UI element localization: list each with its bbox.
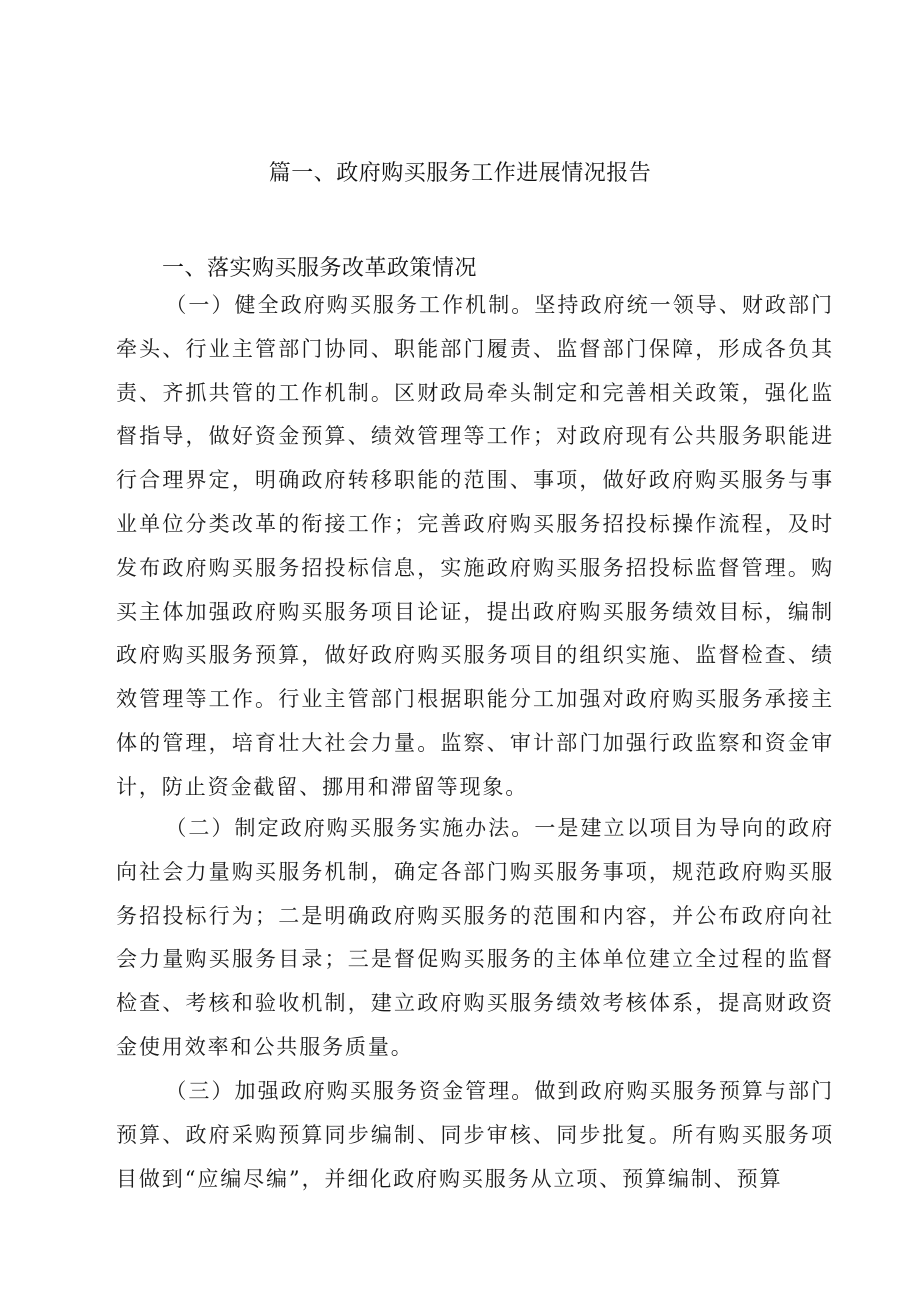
paragraph-block-3 — [116, 1070, 834, 1201]
document-title: 篇一、政府购买服务工作进展情况报告 — [268, 161, 652, 186]
paragraph: （一）健全政府购买服务工作机制。坚持政府统一领导、财政部门牵头、行业主管部门协同、职能部门履责、监督部门保障，形成各负其责、齐抓共管的工作机制。区财政局牵头制定和完善相关政策，强化监督指导，做好资金预算、绩效管理等工作；对政府现有公共服务职能进行合理界定，明确政府转移职能的范围、事项，做好政府购买服务与事业单位分类改革的衔接工作；完善政府购买服务招投标操作流程，及时发布政府购买服务招投标信息，实施政府购买服务招投标监督管理。购买主体加强政府购买服务项目论证，提出政府购买服务绩效目标，编制政府购买服务预算，做好政府购买服务项目的组织实施、监督检查、绩效管理等工作。行业主管部门根据职能分工加强对政府购买服务承接主体的管理，培育壮大社会力量。监察、审计部门加强行政监察和资金审计，防止资金截留、挪用和滞留等现象。 — [116, 293, 834, 799]
paragraph: （三）加强政府购买服务资金管理。做到政府购买服务预算与部门预算、政府采购预算同步编制、同步审核、同步批复。所有购买服务项目做到“应编尽编”，并细化政府购买服务从立项、预算编制、预算 — [116, 1079, 834, 1191]
paragraph-block-1 — [116, 284, 834, 810]
paragraph-block-2 — [116, 807, 834, 1070]
paragraph: （二）制定政府购买服务实施办法。一是建立以项目为导向的政府向社会力量购买服务机制，确定各部门购买服务事项，规范政府购买服务招投标行为；二是明确政府购买服务的范围和内容，并公布政府向社会力量购买服务目录；三是督促购买服务的主体单位建立全过程的监督检查、考核和验收机制，建立政府购买服务绩效考核体系，提高财政资金使用效率和公共服务质量。 — [116, 816, 834, 1059]
section-heading: 一、落实购买服务改革政策情况 — [162, 256, 478, 281]
